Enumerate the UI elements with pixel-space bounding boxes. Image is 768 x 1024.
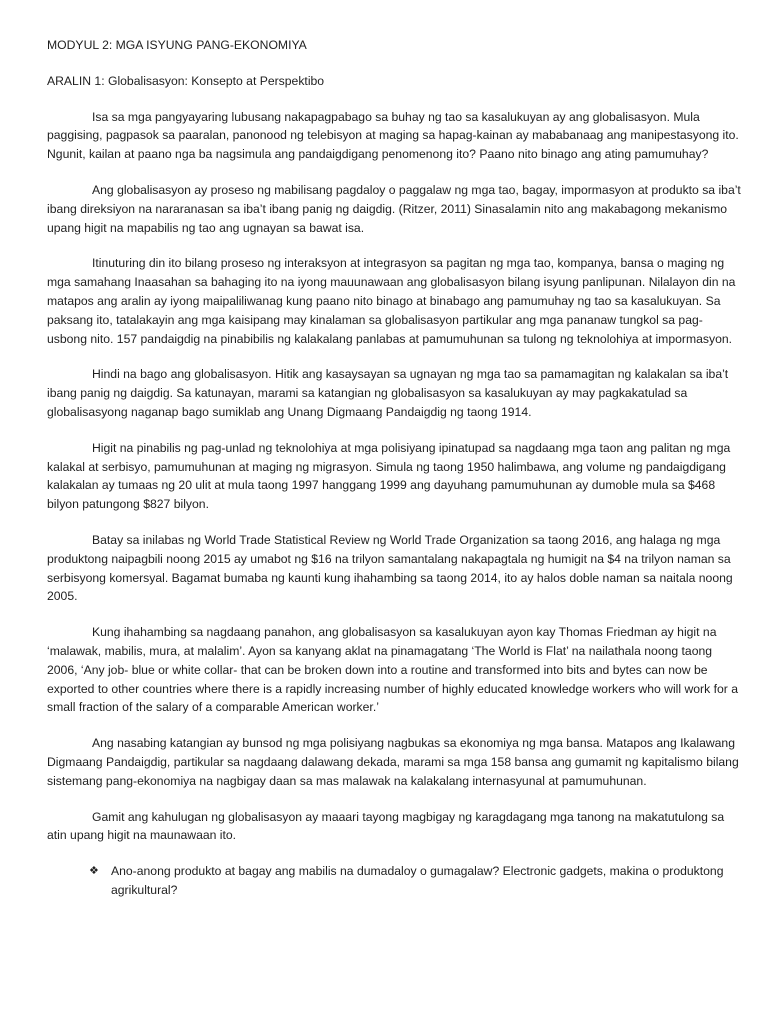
question-list-item (89, 862, 742, 900)
paragraph-4: Hindi na bago ang globalisasyon. Hitik ang kasaysayan sa ugnayan ng mga tao sa pamamagitan ng kalakalan sa iba’t ibang panig ng daigdig. Sa katunayan, marami sa katangian ng globalisasyon sa kasalukuyan ay may pagkakatulad sa globalisasyong naganap bago sumiklab ang Unang Digmaang Pandaigdig ng taong 1914. (47, 367, 729, 419)
paragraph-9: Gamit ang kahulugan ng globalisasyon ay maaari tayong magbigay ng karagdagang mga tanong na makatutulong sa atin upang higit na maunawaan ito. (47, 809, 725, 843)
module-title: MODYUL 2: MGA ISYUNG PANG-EKONOMIYA (47, 38, 307, 52)
question-text: Ano-anong produkto at bagay ang mabilis na dumadaloy o gumagalaw? Electronic gadgets, makina o produktong agrikultural? (111, 864, 724, 897)
paragraph-2: Ang globalisasyon ay proseso ng mabilisang pagdaloy o paggalaw ng mga tao, bagay, impormasyon at produkto sa iba’t ibang direksiyon na nararanasan sa iba’t ibang panig ng daigdig. (Ritzer, 2011) Sinasalamin nito ang makabagong mekanismo upang higit na mapabilis ng tao ang ugnayan sa bawat isa. (47, 182, 741, 235)
lesson-title: ARALIN 1: Globalisasyon: Konsepto at Perspektibo (47, 73, 325, 88)
paragraph-5: Higit na pinabilis ng pag-unlad ng teknolohiya at mga polisiyang ipinatupad sa nagdaang mga taon ang palitan ng mga kalakal at serbisyo, pamumuhunan at maging ng migrasyon. Simula ng taong 1950 halimbawa, ang volume ng pandaigdigang kalakalan ay tumaas ng 20 ulit at mula taong 1997 hanggang 1999 ang dayuhang pamumuhunan ay dumoble mula sa $468 bilyon patungong $827 bilyon. (47, 440, 731, 512)
paragraph-6: Batay sa inilabas ng World Trade Statistical Review ng World Trade Organization sa taong 2016, ang halaga ng mga produktong naipagbili noong 2015 ay umabot ng $16 na trilyon samantalang nakapagtala ng humigit na $4 na trilyon naman sa serbisyong komersyal. Bagamat bumaba ng kaunti kung ihahambing sa taong 2014, ito ay halos doble naman sa naitala noong 2005. (47, 532, 733, 604)
paragraph-7: Kung ihahambing sa nagdaang panahon, ang globalisasyon sa kasalukuyan ayon kay Thomas Friedman ay higit na ‘malawak, mabilis, mura, at malalim’. Ayon sa kanyang aklat na pinamagatang ‘The World is Flat’ na nailathala noong taong 2006, ‘Any job- blue or white collar- that can be broken down into a routine and transformed into bits and bytes can now be exported to other countries where there is a rapidly increasing number of highly educated knowledge workers who will work for a small fraction of the salary of a comparable American worker.’ (47, 625, 738, 715)
paragraph-3: Itinuturing din ito bilang proseso ng interaksyon at integrasyon sa pagitan ng mga tao, kompanya, bansa o maging ng mga samahang Inaasahan sa bahaging ito na iyong mauunawaan ang globalisasyon bilang isyung panlipunan. Nilalayon din na matapos ang aralin ay iyong maipaliliwanag kung paano nito binago at binabago ang pamumuhay ng tao sa kasalukuyan. Sa paksang ito, tatalakayin ang mga kaisipang may kinalaman sa globalisasyon partikular ang mga pananaw tungkol sa pag-usbong nito. 157 pandaigdig na pinabibilis ng kalakalang panlabas at pamumuhunan sa tulong ng teknolohiya at impormasyon. (47, 256, 736, 346)
diamond-bullet-icon: ❖ (89, 864, 99, 878)
paragraph-8: Ang nasabing katangian ay bunsod ng mga polisiyang nagbukas sa ekonomiya ng mga bansa. Matapos ang Ikalawang Digmaang Pandaigdig, partikular sa nagdaang dalawang dekada, marami sa mga 158 bansa ang gumamit ng kapitalismo bilang sistemang pang-ekonomiya na nagbigay daan sa mas malawak na kalakalang internasyunal at pamumuhunan. (47, 736, 739, 788)
paragraph-1: Isa sa mga pangyayaring lubusang nakapagpabago sa buhay ng tao sa kasalukuyan ay ang globalisasyon. Mula paggising, pagpasok sa paaralan, panonood ng telebisyon at maging sa hapag-kainan ay mababanaag ang manipestasyong ito. Ngunit, kailan at paano nga ba nagsimula ang pandaigdigang penomenong ito? Paano nito binago ang ating pamumuhay? (47, 109, 739, 162)
